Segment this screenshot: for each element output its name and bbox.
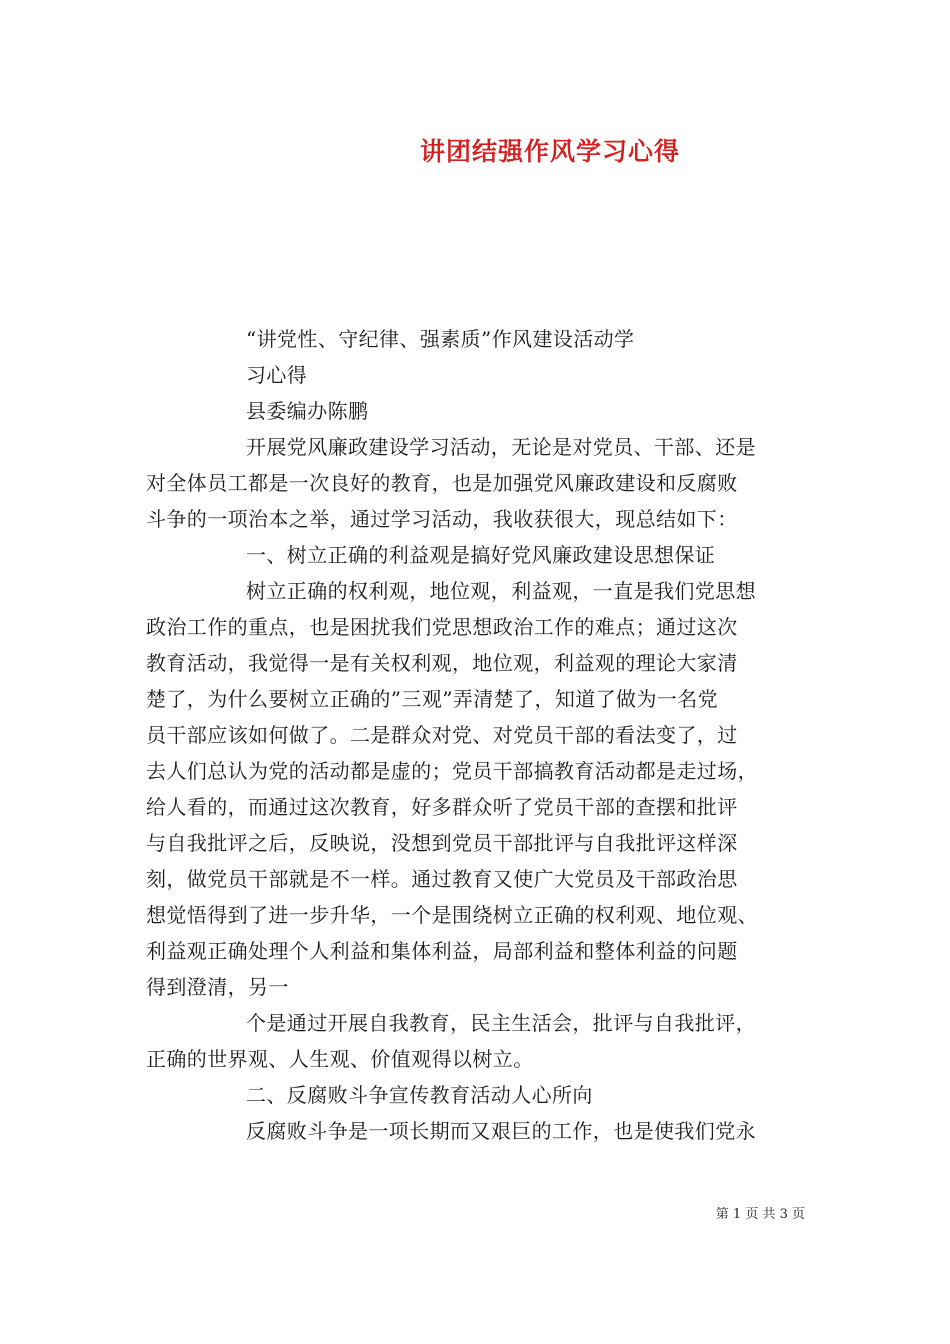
body-line: 政治工作的重点，也是困扰我们党思想政治工作的难点；通过这次 <box>146 615 738 639</box>
page-footer: 第 1 页 共 3 页 <box>715 1207 805 1222</box>
body-line: “讲党性、守纪律、强素质”作风建设活动学 <box>246 327 635 351</box>
body-line: 树立正确的权利观，地位观，利益观，一直是我们党思想 <box>246 579 756 603</box>
body-line: 对全体员工都是一次良好的教育，也是加强党风廉政建设和反腐败 <box>146 471 738 495</box>
body-line: 开展党风廉政建设学习活动，无论是对党员、干部、还是 <box>246 435 756 459</box>
body-line: 利益观正确处理个人利益和集体利益，局部利益和整体利益的问题 <box>146 939 738 963</box>
body-line: 县委编办陈鹏 <box>246 399 369 423</box>
body-line: 一、树立正确的利益观是搞好党风廉政建设思想保证 <box>246 543 716 567</box>
body-line: 与自我批评之后，反映说，没想到党员干部批评与自我批评这样深 <box>146 831 738 855</box>
body-line: 个是通过开展自我教育，民主生活会，批评与自我批评， <box>246 1011 756 1035</box>
body-line: 楚了，为什么要树立正确的”三观”弄清楚了，知道了做为一名党 <box>146 687 719 711</box>
document-title: 讲团结强作风学习心得 <box>419 137 680 166</box>
document-body <box>146 321 806 1149</box>
body-line: 刻，做党员干部就是不一样。通过教育又使广大党员及干部政治思 <box>146 867 738 891</box>
body-line: 给人看的，而通过这次教育，好多群众听了党员干部的查摆和批评 <box>146 795 738 819</box>
body-line: 二、反腐败斗争宣传教育活动人心所向 <box>246 1083 593 1107</box>
body-line: 得到澄清，另一 <box>146 975 289 999</box>
body-line: 去人们总认为党的活动都是虚的；党员干部搞教育活动都是走过场， <box>146 759 758 783</box>
body-line: 教育活动，我觉得一是有关权利观，地位观，利益观的理论大家清 <box>146 651 738 675</box>
body-line: 正确的世界观、人生观、价值观得以树立。 <box>146 1047 534 1071</box>
body-line: 想觉悟得到了进一步升华，一个是围绕树立正确的权利观、地位观、 <box>146 903 758 927</box>
body-line: 习心得 <box>246 363 308 387</box>
body-line: 反腐败斗争是一项长期而又艰巨的工作，也是使我们党永 <box>246 1119 756 1143</box>
body-line: 员干部应该如何做了。二是群众对党、对党员干部的看法变了，过 <box>146 723 738 747</box>
body-line: 斗争的一项治本之举，通过学习活动，我收获很大，现总结如下： <box>146 507 738 531</box>
